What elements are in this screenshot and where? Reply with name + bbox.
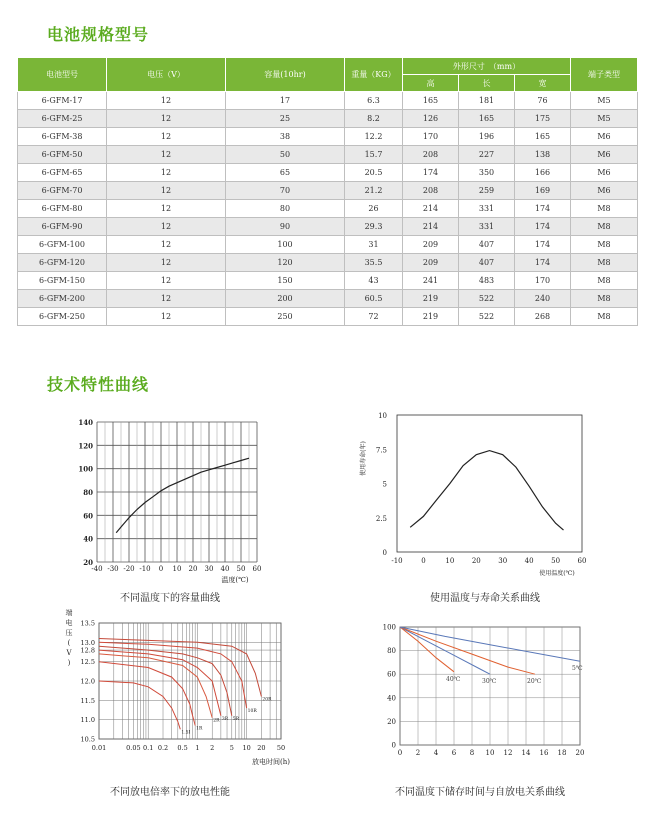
cell-weight: 72	[345, 308, 403, 326]
cell-height: 219	[403, 308, 459, 326]
cell-length: 331	[459, 200, 515, 218]
series-line-life	[410, 451, 563, 530]
cell-terminal: M6	[571, 128, 638, 146]
cell-capacity: 200	[226, 290, 345, 308]
x-tick-label: 16	[539, 749, 549, 757]
y-tick-label: 13.0	[80, 638, 95, 647]
curve-label: 2R	[213, 718, 220, 724]
cell-height: 170	[403, 128, 459, 146]
y-tick-label: 2.5	[375, 514, 387, 523]
cell-model: 6-GFM-200	[18, 290, 107, 308]
y-tick-label: 80	[387, 647, 396, 656]
cell-capacity: 38	[226, 128, 345, 146]
y-tick-label: 100	[382, 623, 396, 632]
chart1-caption: 不同温度下的容量曲线	[120, 593, 220, 604]
x-tick-label: 0.05	[126, 744, 141, 752]
y-tick-label: 7.5	[375, 446, 387, 455]
y-tick-label: 120	[78, 441, 93, 451]
cell-length: 165	[459, 110, 515, 128]
curve-label: 3R	[221, 716, 229, 722]
cell-capacity: 25	[226, 110, 345, 128]
cell-terminal: M8	[571, 218, 638, 236]
x-tick-label: 5	[229, 744, 234, 752]
x-tick-label: 14	[521, 749, 531, 757]
cell-model: 6-GFM-25	[18, 110, 107, 128]
header-terminal: 端子类型	[571, 58, 638, 92]
y-tick-label: 60	[83, 511, 93, 521]
cell-capacity: 100	[226, 236, 345, 254]
y-tick-label: 11.5	[80, 696, 95, 705]
cell-weight: 12.2	[345, 128, 403, 146]
cell-terminal: M8	[571, 308, 638, 326]
y-tick-label: 40	[83, 534, 93, 544]
x-tick-label: 2	[210, 744, 215, 752]
cell-height: 214	[403, 200, 459, 218]
y-tick-label: 5	[382, 480, 387, 489]
x-tick-label: -10	[139, 565, 151, 573]
cell-capacity: 50	[226, 146, 345, 164]
cell-voltage: 12	[107, 128, 226, 146]
x-tick-label: 4	[433, 749, 439, 757]
x-tick-label: 20	[575, 749, 585, 757]
cell-terminal: M8	[571, 272, 638, 290]
series-line-self-discharge	[400, 627, 454, 672]
cell-model: 6-GFM-150	[18, 272, 107, 290]
cell-width: 174	[515, 254, 571, 272]
x-tick-label: 20	[188, 565, 198, 573]
cell-length: 522	[459, 308, 515, 326]
cell-width: 165	[515, 128, 571, 146]
cell-model: 6-GFM-250	[18, 308, 107, 326]
curve-label: 1.5I	[181, 730, 191, 736]
y-tick-label: 10	[378, 412, 387, 420]
x-tick-label: -20	[123, 565, 135, 573]
y-tick-label: 80	[83, 488, 93, 497]
self-discharge-chart	[370, 615, 595, 765]
table-row	[18, 200, 638, 218]
cell-weight: 43	[345, 272, 403, 290]
chart4-caption: 不同温度下储存时间与自放电关系曲线	[395, 787, 565, 798]
cell-length: 350	[459, 164, 515, 182]
x-tick-label: 60	[252, 565, 262, 573]
curve-label: 5R	[232, 716, 240, 722]
cell-voltage: 12	[107, 182, 226, 200]
y-axis-label-char: 压	[65, 629, 73, 637]
x-tick-label: 30	[498, 557, 508, 565]
y-tick-label: 11.0	[80, 716, 95, 725]
header-capacity: 容量(10hr)	[226, 58, 345, 92]
cell-width: 170	[515, 272, 571, 290]
table-row	[18, 290, 638, 308]
x-tick-label: 50	[236, 565, 246, 573]
header-width: 宽	[515, 75, 571, 92]
chart3-caption: 不同放电倍率下的放电性能	[110, 787, 230, 798]
y-tick-label: 20	[83, 558, 93, 567]
y-axis-label-char: (	[67, 639, 71, 647]
cell-width: 76	[515, 92, 571, 110]
cell-voltage: 12	[107, 146, 226, 164]
x-tick-label: 40	[220, 565, 230, 573]
x-tick-label: 0.5	[177, 744, 188, 752]
y-tick-label: 12.0	[80, 677, 95, 686]
x-tick-label: 50	[276, 744, 286, 752]
x-tick-label: 30	[204, 565, 214, 573]
table-row	[18, 236, 638, 254]
x-tick-label: 2	[415, 749, 421, 757]
x-tick-label: 0.01	[91, 744, 107, 752]
x-tick-label: 40	[524, 557, 534, 565]
x-tick-label: 60	[577, 557, 587, 565]
table-row	[18, 218, 638, 236]
discharge-rate-chart	[55, 605, 295, 770]
cell-width: 166	[515, 164, 571, 182]
x-tick-label: 0	[397, 749, 403, 757]
table-row	[18, 146, 638, 164]
cell-length: 181	[459, 92, 515, 110]
x-axis-label: 使用温度(℃)	[539, 570, 575, 577]
cell-model: 6-GFM-70	[18, 182, 107, 200]
y-axis-label: 使用寿命(年)	[360, 441, 367, 476]
series-line-capacity	[116, 458, 249, 533]
cell-height: 209	[403, 236, 459, 254]
cell-capacity: 250	[226, 308, 345, 326]
cell-voltage: 12	[107, 254, 226, 272]
y-tick-label: 0	[391, 741, 396, 750]
x-tick-label: 18	[557, 749, 567, 757]
chart2-caption: 使用温度与寿命关系曲线	[430, 593, 540, 604]
series-line-discharge	[99, 662, 195, 726]
cell-terminal: M6	[571, 182, 638, 200]
cell-width: 138	[515, 146, 571, 164]
cell-weight: 15.7	[345, 146, 403, 164]
header-dims: 外形尺寸 （mm）	[403, 58, 571, 75]
x-tick-label: 20	[257, 744, 266, 752]
cell-voltage: 12	[107, 164, 226, 182]
cell-weight: 60.5	[345, 290, 403, 308]
cell-height: 174	[403, 164, 459, 182]
cell-voltage: 12	[107, 272, 226, 290]
series-label: 20℃	[527, 678, 542, 686]
x-tick-label: 20	[471, 557, 481, 565]
y-tick-label: 13.5	[80, 619, 95, 628]
cell-length: 196	[459, 128, 515, 146]
table-row	[18, 110, 638, 128]
capacity-temperature-chart	[65, 410, 280, 585]
y-tick-label: 20	[387, 717, 396, 726]
cell-height: 209	[403, 254, 459, 272]
cell-model: 6-GFM-17	[18, 92, 107, 110]
table-row	[18, 182, 638, 200]
cell-length: 522	[459, 290, 515, 308]
cell-model: 6-GFM-38	[18, 128, 107, 146]
cell-capacity: 80	[226, 200, 345, 218]
y-axis-label-char: 电	[65, 619, 73, 627]
curve-label: 1R	[196, 726, 203, 732]
y-tick-label: 140	[78, 418, 93, 427]
x-tick-label: 0	[421, 557, 426, 565]
y-tick-label: 12.5	[80, 658, 95, 667]
x-tick-label: 0	[158, 565, 164, 573]
cell-width: 240	[515, 290, 571, 308]
cell-length: 259	[459, 182, 515, 200]
x-tick-label: 10	[242, 744, 251, 752]
cell-width: 175	[515, 110, 571, 128]
cell-terminal: M8	[571, 236, 638, 254]
series-label: 30℃	[482, 678, 497, 686]
cell-voltage: 12	[107, 236, 226, 254]
plot-frame	[397, 415, 582, 552]
x-tick-label: 0.1	[143, 744, 154, 752]
cell-weight: 26	[345, 200, 403, 218]
x-tick-label: 10	[445, 557, 455, 565]
cell-model: 6-GFM-100	[18, 236, 107, 254]
y-tick-label: 100	[78, 464, 93, 474]
cell-capacity: 70	[226, 182, 345, 200]
cell-voltage: 12	[107, 92, 226, 110]
cell-terminal: M6	[571, 146, 638, 164]
cell-model: 6-GFM-90	[18, 218, 107, 236]
cell-height: 165	[403, 92, 459, 110]
x-tick-label: 8	[469, 749, 475, 757]
cell-weight: 8.2	[345, 110, 403, 128]
x-axis-label: 温度(℃)	[221, 576, 249, 584]
y-axis-label-char: )	[67, 659, 71, 667]
y-tick-label: 0	[382, 549, 387, 557]
y-tick-label: 40	[387, 694, 396, 703]
table-row	[18, 272, 638, 290]
cell-voltage: 12	[107, 110, 226, 128]
spec-section-title: 电池规格型号	[47, 25, 150, 44]
cell-weight: 6.3	[345, 92, 403, 110]
cell-voltage: 12	[107, 218, 226, 236]
table-row	[18, 254, 638, 272]
header-model: 电池型号	[18, 58, 107, 92]
cell-weight: 31	[345, 236, 403, 254]
cell-capacity: 150	[226, 272, 345, 290]
battery-spec-table	[17, 57, 638, 326]
cell-terminal: M8	[571, 200, 638, 218]
cell-height: 219	[403, 290, 459, 308]
cell-voltage: 12	[107, 308, 226, 326]
x-tick-label: 12	[503, 749, 513, 757]
cell-terminal: M5	[571, 92, 638, 110]
x-tick-label: 0.2	[157, 744, 169, 752]
cell-terminal: M8	[571, 290, 638, 308]
cell-voltage: 12	[107, 200, 226, 218]
x-tick-label: 10	[485, 749, 495, 757]
x-tick-label: -30	[107, 565, 119, 573]
curves-section-title: 技术特性曲线	[47, 375, 150, 394]
cell-length: 227	[459, 146, 515, 164]
x-tick-label: 50	[551, 557, 561, 565]
cell-width: 169	[515, 182, 571, 200]
cell-length: 407	[459, 254, 515, 272]
cell-weight: 29.3	[345, 218, 403, 236]
cell-voltage: 12	[107, 290, 226, 308]
series-line-discharge	[99, 681, 180, 729]
x-axis-label: 放电时间(h)	[252, 758, 290, 766]
cell-capacity: 65	[226, 164, 345, 182]
cell-weight: 21.2	[345, 182, 403, 200]
cell-height: 208	[403, 182, 459, 200]
cell-height: 241	[403, 272, 459, 290]
y-tick-label: 10.5	[80, 735, 95, 744]
curve-label: 20R	[262, 697, 272, 703]
cell-model: 6-GFM-80	[18, 200, 107, 218]
cell-length: 483	[459, 272, 515, 290]
cell-capacity: 17	[226, 92, 345, 110]
table-row	[18, 164, 638, 182]
series-label: 5℃	[572, 665, 583, 673]
cell-width: 268	[515, 308, 571, 326]
cell-terminal: M6	[571, 164, 638, 182]
cell-capacity: 120	[226, 254, 345, 272]
header-height: 高	[403, 75, 459, 92]
cell-model: 6-GFM-50	[18, 146, 107, 164]
curve-label: 10R	[247, 709, 257, 715]
cell-height: 208	[403, 146, 459, 164]
table-row	[18, 128, 638, 146]
y-tick-label: 12.8	[80, 646, 95, 655]
header-length: 长	[459, 75, 515, 92]
cell-length: 331	[459, 218, 515, 236]
cell-model: 6-GFM-120	[18, 254, 107, 272]
y-axis-label-char: V	[66, 649, 72, 657]
cell-model: 6-GFM-65	[18, 164, 107, 182]
cell-height: 126	[403, 110, 459, 128]
x-tick-label: 10	[172, 565, 182, 573]
cell-width: 174	[515, 218, 571, 236]
cell-length: 407	[459, 236, 515, 254]
x-tick-label: 1	[195, 744, 200, 752]
table-row	[18, 308, 638, 326]
series-label: 40℃	[446, 675, 461, 683]
cell-width: 174	[515, 200, 571, 218]
cell-weight: 35.5	[345, 254, 403, 272]
x-tick-label: 6	[451, 749, 457, 757]
cell-terminal: M5	[571, 110, 638, 128]
cell-weight: 20.5	[345, 164, 403, 182]
y-tick-label: 60	[387, 670, 396, 679]
cell-height: 214	[403, 218, 459, 236]
x-tick-label: -10	[391, 557, 403, 565]
header-voltage: 电压（V）	[107, 58, 226, 92]
y-axis-label-char: 端	[65, 609, 73, 617]
temperature-life-chart	[355, 405, 595, 585]
table-row	[18, 92, 638, 110]
header-weight: 重量（KG）	[345, 58, 403, 92]
cell-terminal: M8	[571, 254, 638, 272]
x-tick-label: -40	[91, 565, 103, 573]
cell-capacity: 90	[226, 218, 345, 236]
cell-width: 174	[515, 236, 571, 254]
